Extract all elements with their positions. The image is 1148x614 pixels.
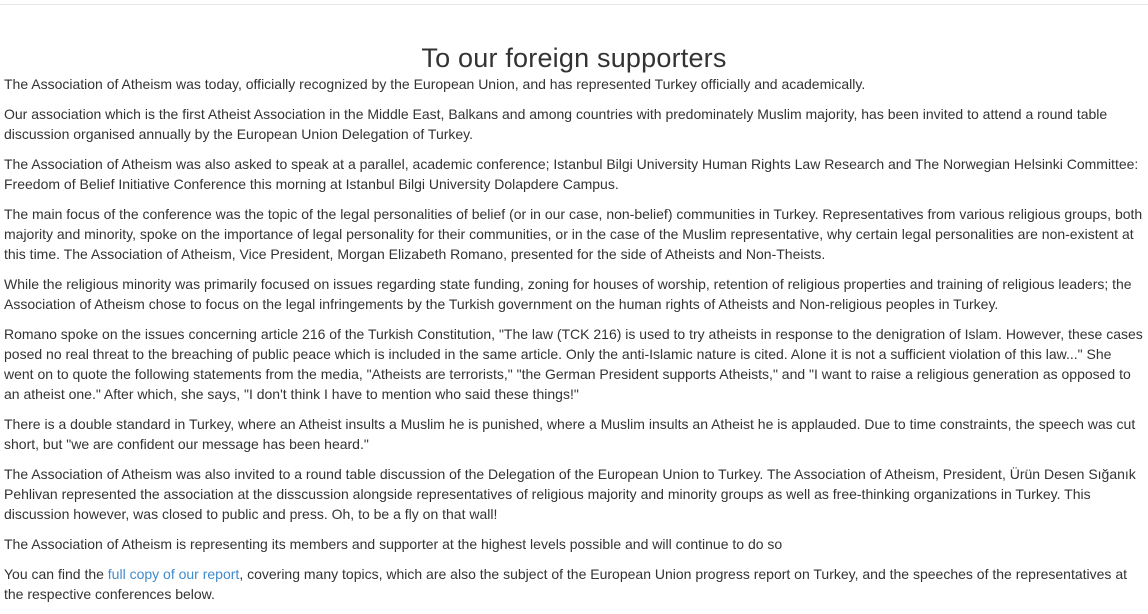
paragraph-2: Our association which is the first Atheist Association in the Middle East, Balkans and among countries with predominately Muslim majority, has been invited to attend a round table discussion organised annually by the European Union Delegation of Turkey. <box>4 106 1108 142</box>
report-text-before-link: You can find the <box>4 566 108 582</box>
article-body <box>4 74 1144 614</box>
paragraph-3: The Association of Atheism was also asked to speak at a parallel, academic conference; Istanbul Bilgi University Human Rights Law Research and The Norwegian Helsinki Committee: Freedom of Belief Initiative Conference this morning at Istanbul Bilgi University Dolapdere Campus. <box>4 156 1139 192</box>
paragraph-6: Romano spoke on the issues concerning article 216 of the Turkish Constitution, "The law (TCK 216) is used to try atheists in response to the denigration of Islam. However, these cases posed no real threat to the breaching of public peace which is included in the same article. Only the anti-Islamic nature is cited. Alone it is not a sufficient violation of this law..." She went on to quote the following statements from the media, "Atheists are terrorists," "the German President supports Atheists," and "I want to raise a religious generation as opposed to an atheist one." After which, she says, "I don't think I have to mention who said these things!" <box>4 326 1143 402</box>
report-link[interactable]: full copy of our report <box>107 566 240 582</box>
paragraph-9: The Association of Atheism is representing its members and supporter at the highest levels possible and will continue to do so <box>4 536 783 552</box>
paragraph-8: The Association of Atheism was also invited to a round table discussion of the Delegation of the European Union to Turkey. The Association of Atheism, President, Ürün Desen Sığanık Pehlivan represented the association at the disscussion alongside representatives of religious majority and minority groups as well as free-thinking organizations in Turkey. This discussion however, was closed to public and press. Oh, to be a fly on that wall! <box>4 466 1136 522</box>
page-title: To our foreign supporters <box>421 43 727 74</box>
paragraph-7: There is a double standard in Turkey, where an Atheist insults a Muslim he is punished, where a Muslim insults an Atheist he is applauded. Due to time constraints, the speech was cut short, but "we are confident our message has been heard." <box>4 416 1136 452</box>
report-text-after-link: , covering many topics, which are also the subject of the European Union progress report on Turkey, and the speeches of the representatives at the respective conferences below. <box>4 566 1127 602</box>
paragraph-4: The main focus of the conference was the topic of the legal personalities of belief (or in our case, non-belief) communities in Turkey. Representatives from various religious groups, both majority and minority, spoke on the importance of legal personality for their communities, or in the case of the Muslim representative, why certain legal personalities are non-existent at this time. The Association of Atheism, Vice President, Morgan Elizabeth Romano, presented for the side of Atheists and Non-Theists. <box>4 206 1143 262</box>
paragraph-10 <box>4 564 1144 604</box>
paragraph-5: While the religious minority was primarily focused on issues regarding state funding, zoning for houses of worship, retention of religious properties and training of religious leaders; the Association of Atheism chose to focus on the legal infringements by the Turkish government on the human rights of Atheists and Non-religious peoples in Turkey. <box>4 276 1132 312</box>
top-divider <box>0 4 1148 5</box>
paragraph-1: The Association of Atheism was today, officially recognized by the European Union, and has represented Turkey officially and academically. <box>4 76 866 92</box>
